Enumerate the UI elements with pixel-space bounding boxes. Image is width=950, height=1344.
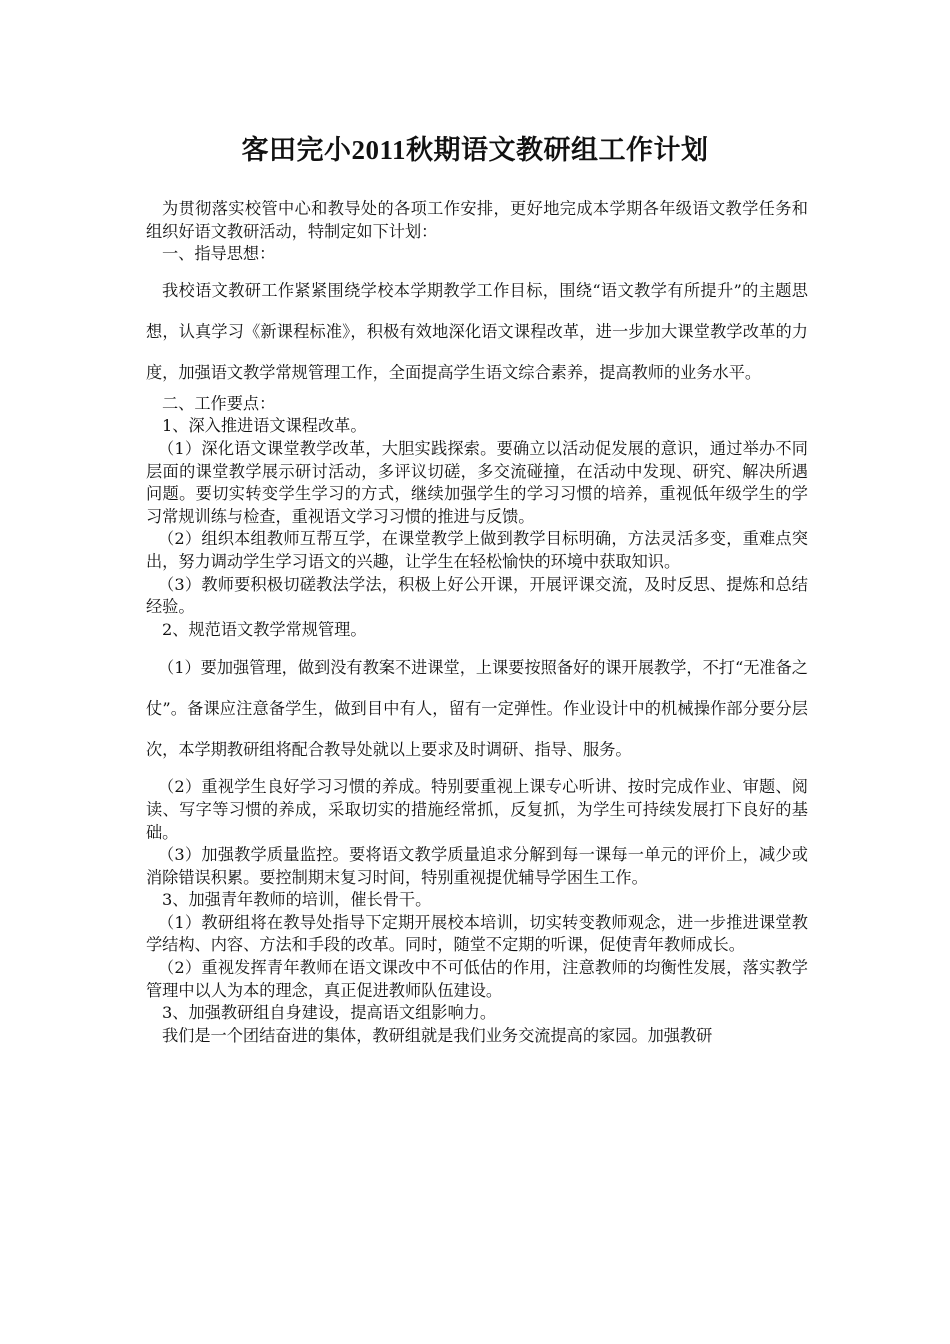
item-3-2-paragraph: （2）重视发挥青年教师在语文课改中不可低估的作用，注意教师的均衡性发展，落实教学管理中以人为本的理念，真正促进教师队伍建设。 xyxy=(146,958,808,1000)
item-3-1-paragraph: （1）教研组将在教导处指导下定期开展校本培训，切实转变教师观念，进一步推进课堂教学结构、内容、方法和手段的改革。同时，随堂不定期的听课，促使青年教师成长。 xyxy=(146,912,808,955)
item-1-1-paragraph: （1）深化语文课堂教学改革，大胆实践探索。要确立以活动促发展的意识，通过举办不同层面的课堂教学展示研讨活动，多评议切磋，多交流碰撞，在活动中发现、研究、解决所遇问题。要切实转变学生学习的方式，继续加强学生的学习习惯的培养，重视低年级学生的学习常规训练与检查，重视语文学习习惯的推进与反馈。 xyxy=(146,438,808,526)
item-4-heading: 3、加强教研组自身建设，提高语文组影响力。 xyxy=(162,1003,497,1023)
item-1-heading: 1、深入推进语文课程改革。 xyxy=(162,416,367,436)
section-heading-guiding-thought: 一、指导思想： xyxy=(162,244,276,264)
item-3-heading: 3、加强青年教师的培训，催长骨干。 xyxy=(162,890,432,910)
document-body xyxy=(146,198,808,1047)
item-1-3-paragraph: （3）教师要积极切磋教法学法，积极上好公开课，开展评课交流，及时反思、提炼和总结经验。 xyxy=(146,574,808,617)
section-heading-work-points: 二、工作要点： xyxy=(162,393,276,413)
intro-paragraph: 为贯彻落实校管中心和教导处的各项工作安排，更好地完成本学期各年级语文教学任务和组织好语文教研活动，特制定如下计划： xyxy=(146,199,808,241)
item-2-heading: 2、规范语文教学常规管理。 xyxy=(162,619,367,639)
item-1-2-paragraph: （2）组织本组教师互帮互学，在课堂教学上做到教学目标明确，方法灵活多变，重难点突出，努力调动学生学习语文的兴趣，让学生在轻松愉快的环境中获取知识。 xyxy=(146,529,808,571)
item-2-3-paragraph: （3）加强教学质量监控。要将语文教学质量追求分解到每一课每一单元的评价上，减少或消除错误积累。要控制期末复习时间，特别重视提优辅导学困生工作。 xyxy=(146,845,808,887)
guiding-thought-paragraph: 我校语文教研工作紧紧围绕学校本学期教学工作目标，围绕“语文教学有所提升”的主题思想，认真学习《新课程标准》，积极有效地深化语文课程改革，进一步加大课堂教学改革的力度，加强语文教学常规管理工作，全面提高学生语文综合素养，提高教师的业务水平。 xyxy=(146,280,808,382)
item-2-1-paragraph: （1）要加强管理，做到没有教案不进课堂，上课要按照备好的课开展教学，不打“无准备之仗”。备课应注意备学生，做到目中有人，留有一定弹性。作业设计中的机械操作部分要分层次，本学期教研组将配合教导处就以上要求及时调研、指导、服务。 xyxy=(146,658,808,760)
item-2-2-paragraph: （2）重视学生良好学习习惯的养成。特别要重视上课专心听讲、按时完成作业、审题、阅读、写字等习惯的养成，采取切实的措施经常抓，反复抓，为学生可持续发展打下良好的基础。 xyxy=(146,777,808,842)
closing-paragraph: 我们是一个团结奋进的集体，教研组就是我们业务交流提高的家园。加强教研 xyxy=(162,1025,713,1045)
document-title: 客田完小2011秋期语文教研组工作计划 xyxy=(241,135,709,165)
